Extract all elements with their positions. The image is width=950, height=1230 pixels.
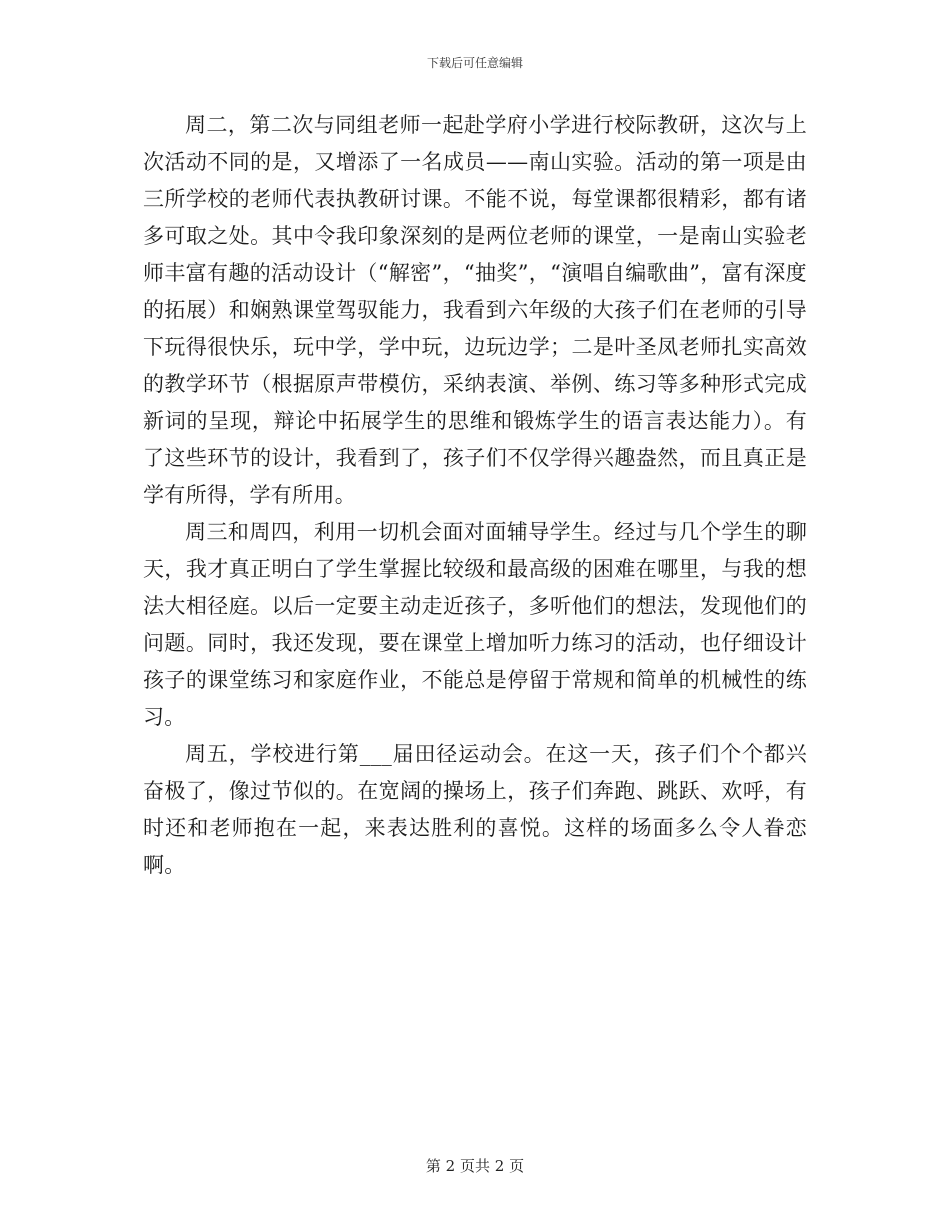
- document-body: [143, 107, 807, 884]
- paragraph-friday: 周五，学校进行第___届田径运动会。在这一天，孩子们个个都兴奋极了，像过节似的。在宽阔的操场上，孩子们奔跑、跳跃、欢呼，有时还和老师抱在一起，来表达胜利的喜悦。这样的场面多么令人眷恋啊。: [143, 742, 807, 877]
- page-number: 第 2 页共 2 页: [425, 1157, 525, 1175]
- paragraph-tuesday: 周二，第二次与同组老师一起赴学府小学进行校际教研，这次与上次活动不同的是，又增添了一名成员——南山实验。活动的第一项是由三所学校的老师代表执教研讨课。不能不说，每堂课都很精彩，都有诸多可取之处。其中令我印象深刻的是两位老师的课堂，一是南山实验老师丰富有趣的活动设计（“解密”，“抽奖”，“演唱自编歌曲”，富有深度的拓展）和娴熟课堂驾驭能力，我看到六年级的大孩子们在老师的引导下玩得很快乐，玩中学，学中玩，边玩边学；二是叶圣凤老师扎实高效的教学环节（根据原声带模仿，采纳表演、举例、练习等多种形式完成新词的呈现，辩论中拓展学生的思维和锻炼学生的语言表达能力）。有了这些环节的设计，我看到了，孩子们不仅学得兴趣盎然，而且真正是学有所得，学有所用。: [143, 113, 807, 507]
- page-header-note: 下载后可任意编辑: [426, 56, 523, 70]
- paragraph-wednesday-thursday: 周三和周四，利用一切机会面对面辅导学生。经过与几个学生的聊天，我才真正明白了学生掌握比较级和最高级的困难在哪里，与我的想法大相径庭。以后一定要主动走近孩子，多听他们的想法，发现他们的问题。同时，我还发现，要在课堂上增加听力练习的活动，也仔细设计孩子的课堂练习和家庭作业，不能总是停留于常规和简单的机械性的练习。: [143, 520, 807, 729]
